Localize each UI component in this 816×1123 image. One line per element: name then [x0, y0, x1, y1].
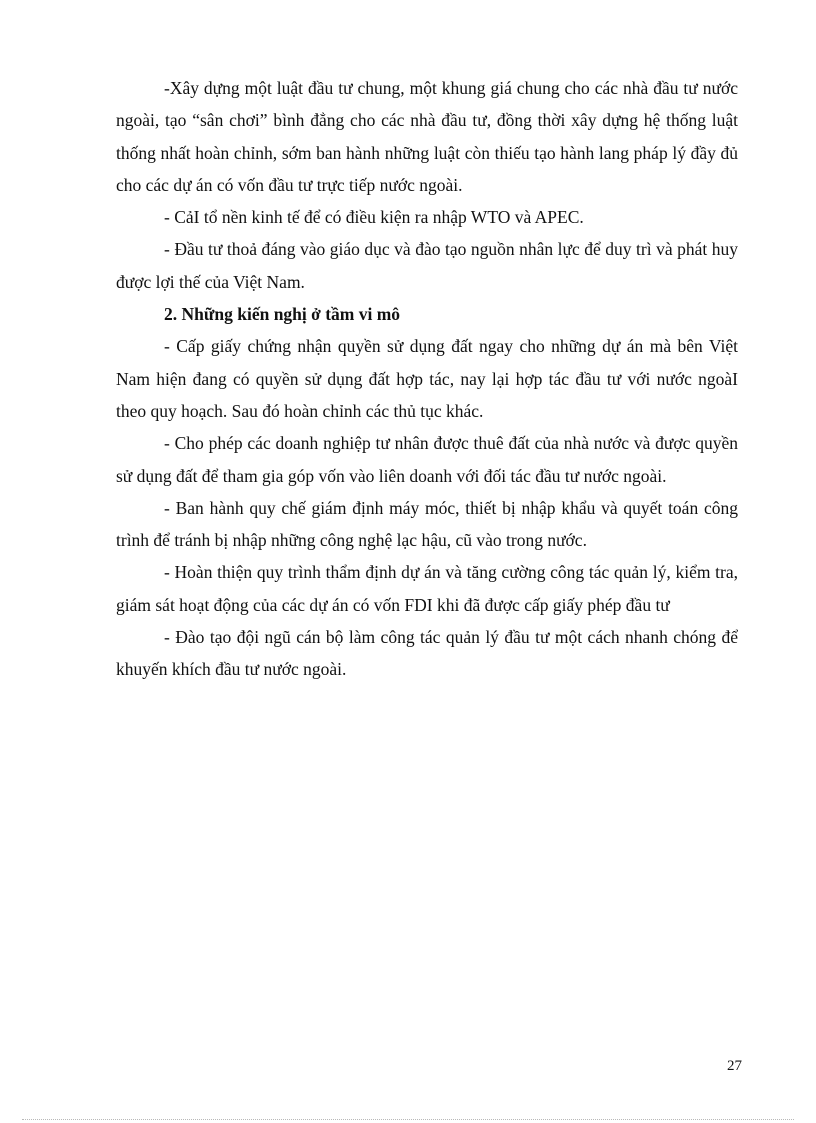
- paragraph-legal-framework: -Xây dựng một luật đầu tư chung, một khung giá chung cho các nhà đầu tư nước ngoài, tạo “sân chơi” bình đẳng cho các nhà đầu tư, đồng thời xây dựng hệ thống luật thống nhất hoàn chỉnh, sớm ban hành những luật còn thiếu tạo hành lang pháp lý đầy đủ cho các dự án có vốn đầu tư trực tiếp nước ngoài.: [116, 78, 738, 195]
- paragraph-economic-reform: - CảI tổ nền kinh tế để có điều kiện ra nhập WTO và APEC.: [164, 207, 584, 228]
- paragraph-equipment-inspection: - Ban hành quy chế giám định máy móc, thiết bị nhập khẩu và quyết toán công trình để tránh bị nhập những công nghệ lạc hậu, cũ vào trong nước.: [116, 497, 738, 551]
- section-heading: 2. Những kiến nghị ở tầm vi mô: [164, 304, 401, 325]
- paragraph-staff-training: - Đào tạo đội ngũ cán bộ làm công tác quản lý đầu tư một cách nhanh chóng để khuyến khích đầu tư nước ngoài.: [116, 627, 738, 680]
- paragraph-education-investment: - Đầu tư thoả đáng vào giáo dục và đào tạo nguồn nhân lực để duy trì và phát huy được lợi thế của Việt Nam.: [116, 239, 738, 292]
- page-bottom-divider: [22, 1119, 794, 1120]
- paragraph-project-appraisal: - Hoàn thiện quy trình thẩm định dự án và tăng cường công tác quản lý, kiểm tra, giám sát hoạt động của các dự án có vốn FDI khi đã được cấp giấy phép đầu tư: [116, 562, 738, 615]
- paragraph-land-use-certificate: - Cấp giấy chứng nhận quyền sử dụng đất ngay cho những dự án mà bên Việt Nam hiện đang có quyền sử dụng đất hợp tác, nay lại hợp tác đầu tư với nước ngoàI theo quy hoạch. Sau đó hoàn chỉnh các thủ tục khác.: [116, 336, 738, 421]
- paragraph-private-land-lease: - Cho phép các doanh nghiệp tư nhân được thuê đất của nhà nước và được quyền sử dụng đất để tham gia góp vốn vào liên doanh với đối tác đầu tư nước ngoài.: [116, 433, 738, 486]
- document-body: [116, 72, 738, 686]
- page-number: 27: [727, 1058, 742, 1074]
